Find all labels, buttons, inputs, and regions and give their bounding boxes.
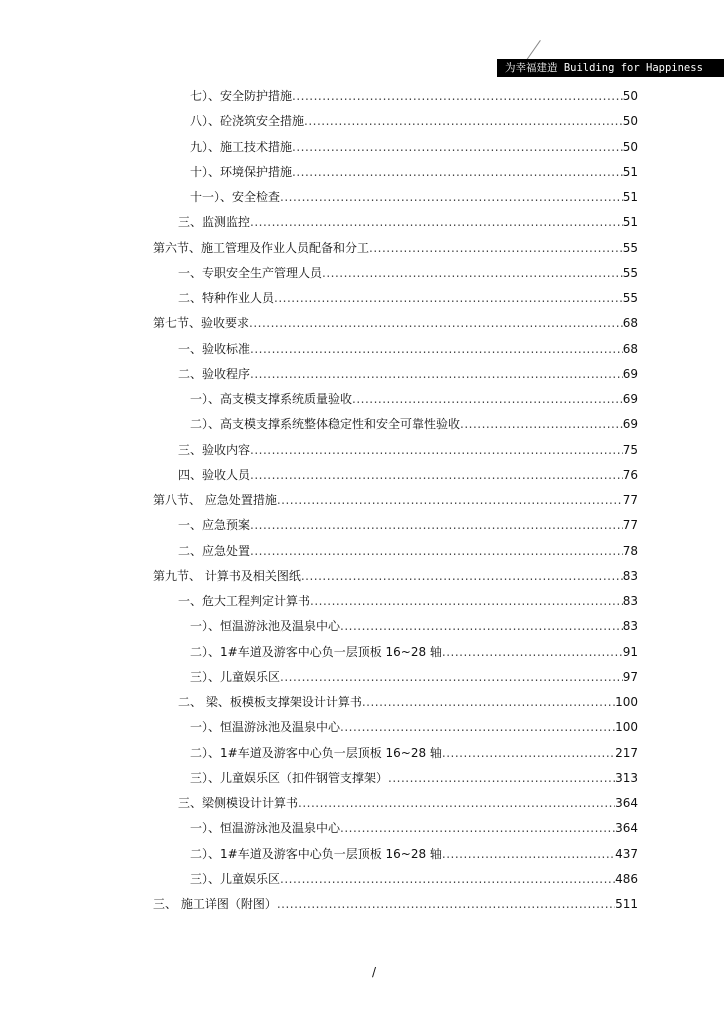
toc-entry-title: 一）、恒温游泳池及温泉中心 bbox=[190, 619, 341, 633]
toc-entry[interactable] bbox=[178, 340, 638, 358]
toc-dot-leader bbox=[369, 239, 623, 257]
toc-entry-page-number: 50 bbox=[622, 140, 638, 154]
toc-entry-page-number: 437 bbox=[615, 847, 638, 861]
toc-entry[interactable] bbox=[178, 289, 638, 307]
toc-dot-leader bbox=[310, 592, 623, 610]
toc-entry[interactable] bbox=[190, 769, 638, 787]
toc-entry-page-number: 69 bbox=[622, 367, 638, 381]
toc-dot-leader bbox=[249, 314, 623, 332]
toc-entry-page-number: 83 bbox=[622, 569, 638, 583]
toc-entry-page-number: 83 bbox=[622, 619, 638, 633]
toc-dot-leader bbox=[292, 138, 623, 156]
toc-entry-page-number: 100 bbox=[615, 720, 638, 734]
toc-dot-leader bbox=[340, 617, 623, 635]
toc-entry[interactable] bbox=[190, 138, 638, 156]
toc-entry-title: 一、验收标准 bbox=[178, 342, 251, 356]
toc-entry[interactable] bbox=[190, 870, 638, 888]
toc-entry[interactable] bbox=[190, 112, 638, 130]
toc-dot-leader bbox=[274, 289, 623, 307]
toc-entry-page-number: 486 bbox=[615, 872, 638, 886]
toc-entry[interactable] bbox=[190, 819, 638, 837]
toc-entry-title: 第九节、 计算书及相关图纸 bbox=[153, 569, 301, 583]
toc-entry-title: 一）、恒温游泳池及温泉中心 bbox=[190, 821, 341, 835]
toc-entry-title: 一、应急预案 bbox=[178, 518, 251, 532]
toc-dot-leader bbox=[250, 340, 623, 358]
toc-dot-leader bbox=[250, 441, 623, 459]
toc-entry-title: 三、验收内容 bbox=[178, 443, 251, 457]
toc-dot-leader bbox=[280, 870, 615, 888]
toc-entry[interactable] bbox=[178, 542, 638, 560]
toc-dot-leader bbox=[250, 466, 623, 484]
toc-entry-title: 七）、安全防护措施 bbox=[190, 89, 293, 103]
toc-entry[interactable] bbox=[190, 87, 638, 105]
toc-entry-title: 第七节、验收要求 bbox=[153, 316, 250, 330]
toc-dot-leader bbox=[304, 112, 623, 130]
toc-entry-page-number: 364 bbox=[615, 821, 638, 835]
toc-entry-title: 二、特种作业人员 bbox=[178, 291, 275, 305]
toc-entry-page-number: 51 bbox=[622, 165, 638, 179]
toc-entry-title: 八）、砼浇筑安全措施 bbox=[190, 114, 305, 128]
toc-entry[interactable] bbox=[190, 643, 638, 661]
toc-dot-leader bbox=[340, 819, 615, 837]
toc-entry[interactable] bbox=[190, 390, 638, 408]
toc-dot-leader bbox=[388, 769, 615, 787]
toc-dot-leader bbox=[322, 264, 623, 282]
toc-dot-leader bbox=[250, 516, 623, 534]
toc-dot-leader bbox=[460, 415, 623, 433]
toc-dot-leader bbox=[280, 188, 623, 206]
toc-entry-title: 二）、1#车道及游客中心负一层顶板 16~28 轴 bbox=[190, 746, 442, 760]
toc-entry-title: 一）、高支模支撑系统质量验收 bbox=[190, 392, 353, 406]
toc-entry[interactable] bbox=[178, 516, 638, 534]
toc-entry-page-number: 55 bbox=[622, 266, 638, 280]
toc-dot-leader bbox=[352, 390, 623, 408]
toc-entry-title: 第六节、施工管理及作业人员配备和分工 bbox=[153, 241, 370, 255]
toc-entry-title: 二）、高支模支撑系统整体稳定性和安全可靠性验收 bbox=[190, 417, 461, 431]
toc-entry-title: 第八节、 应急处置措施 bbox=[153, 493, 277, 507]
toc-entry[interactable] bbox=[153, 567, 638, 585]
toc-entry-page-number: 77 bbox=[622, 493, 638, 507]
toc-entry[interactable] bbox=[178, 693, 638, 711]
toc-entry-page-number: 91 bbox=[622, 645, 638, 659]
toc-entry-page-number: 75 bbox=[622, 443, 638, 457]
toc-dot-leader bbox=[301, 567, 623, 585]
page-number-mark: / bbox=[372, 965, 377, 979]
toc-entry-title: 三、 施工详图（附图） bbox=[153, 897, 277, 911]
toc-entry-page-number: 55 bbox=[622, 291, 638, 305]
toc-entry[interactable] bbox=[153, 314, 638, 332]
toc-entry-page-number: 68 bbox=[622, 316, 638, 330]
toc-dot-leader bbox=[442, 845, 615, 863]
toc-entry-page-number: 100 bbox=[615, 695, 638, 709]
toc-entry[interactable] bbox=[178, 264, 638, 282]
toc-entry-page-number: 69 bbox=[622, 417, 638, 431]
toc-entry[interactable] bbox=[190, 188, 638, 206]
toc-dot-leader bbox=[280, 668, 623, 686]
toc-entry-title: 十一）、安全检查 bbox=[190, 190, 281, 204]
toc-entry[interactable] bbox=[178, 441, 638, 459]
toc-entry-title: 四、验收人员 bbox=[178, 468, 251, 482]
toc-entry-page-number: 55 bbox=[622, 241, 638, 255]
toc-dot-leader bbox=[292, 87, 623, 105]
toc-entry-page-number: 83 bbox=[622, 594, 638, 608]
toc-dot-leader bbox=[277, 491, 623, 509]
toc-dot-leader bbox=[250, 542, 623, 560]
toc-entry[interactable] bbox=[190, 744, 638, 762]
toc-entry-page-number: 69 bbox=[622, 392, 638, 406]
toc-entry-title: 三、监测监控 bbox=[178, 215, 251, 229]
toc-entry-title: 九）、施工技术措施 bbox=[190, 140, 293, 154]
toc-entry-page-number: 68 bbox=[622, 342, 638, 356]
toc-entry-title: 二、验收程序 bbox=[178, 367, 251, 381]
toc-entry-title: 一）、恒温游泳池及温泉中心 bbox=[190, 720, 341, 734]
toc-entry-page-number: 511 bbox=[615, 897, 638, 911]
toc-entry-page-number: 77 bbox=[622, 518, 638, 532]
toc-entry-title: 二、 梁、板模板支撑架设计计算书 bbox=[178, 695, 362, 709]
header-slogan: 为幸福建造 Building for Happiness bbox=[497, 59, 724, 77]
toc-entry-page-number: 50 bbox=[622, 114, 638, 128]
toc-dot-leader bbox=[250, 365, 623, 383]
toc-dot-leader bbox=[362, 693, 615, 711]
toc-entry-title: 一、专职安全生产管理人员 bbox=[178, 266, 323, 280]
toc-dot-leader bbox=[298, 794, 615, 812]
toc-dot-leader bbox=[277, 895, 615, 913]
toc-entry-title: 三、梁侧模设计计算书 bbox=[178, 796, 299, 810]
toc-entry-title: 三）、儿童娱乐区（扣件钢管支撑架） bbox=[190, 771, 389, 785]
toc-entry-page-number: 51 bbox=[622, 215, 638, 229]
toc-entry[interactable] bbox=[190, 163, 638, 181]
toc-entry-page-number: 217 bbox=[615, 746, 638, 760]
toc-entry-title: 二、应急处置 bbox=[178, 544, 251, 558]
toc-entry[interactable] bbox=[178, 592, 638, 610]
toc-entry-page-number: 364 bbox=[615, 796, 638, 810]
toc-entry[interactable] bbox=[190, 718, 638, 736]
toc-entry-page-number: 51 bbox=[622, 190, 638, 204]
toc-entry-title: 二）、1#车道及游客中心负一层顶板 16~28 轴 bbox=[190, 645, 442, 659]
toc-entry-title: 三）、儿童娱乐区 bbox=[190, 872, 281, 886]
toc-dot-leader bbox=[340, 718, 615, 736]
toc-entry[interactable] bbox=[178, 466, 638, 484]
toc-entry[interactable] bbox=[178, 794, 638, 812]
toc-entry-title: 三）、儿童娱乐区 bbox=[190, 670, 281, 684]
toc-dot-leader bbox=[442, 643, 623, 661]
toc-entry-page-number: 76 bbox=[622, 468, 638, 482]
toc-entry-page-number: 313 bbox=[615, 771, 638, 785]
toc-entry[interactable] bbox=[190, 845, 638, 863]
toc-entry[interactable] bbox=[190, 415, 638, 433]
toc-dot-leader bbox=[292, 163, 623, 181]
toc-entry-page-number: 50 bbox=[622, 89, 638, 103]
toc-entry[interactable] bbox=[190, 617, 638, 635]
toc-entry-page-number: 78 bbox=[622, 544, 638, 558]
toc-entry[interactable] bbox=[153, 895, 638, 913]
toc-entry[interactable] bbox=[153, 239, 638, 257]
toc-entry-title: 一、危大工程判定计算书 bbox=[178, 594, 311, 608]
toc-dot-leader bbox=[442, 744, 615, 762]
toc-entry[interactable] bbox=[190, 668, 638, 686]
toc-entry[interactable] bbox=[178, 365, 638, 383]
toc-dot-leader bbox=[250, 213, 623, 231]
toc-entry-page-number: 97 bbox=[622, 670, 638, 684]
toc-entry-title: 十）、环境保护措施 bbox=[190, 165, 293, 179]
toc-entry-title: 二）、1#车道及游客中心负一层顶板 16~28 轴 bbox=[190, 847, 442, 861]
toc-entry[interactable] bbox=[178, 213, 638, 231]
toc-entry[interactable] bbox=[153, 491, 638, 509]
